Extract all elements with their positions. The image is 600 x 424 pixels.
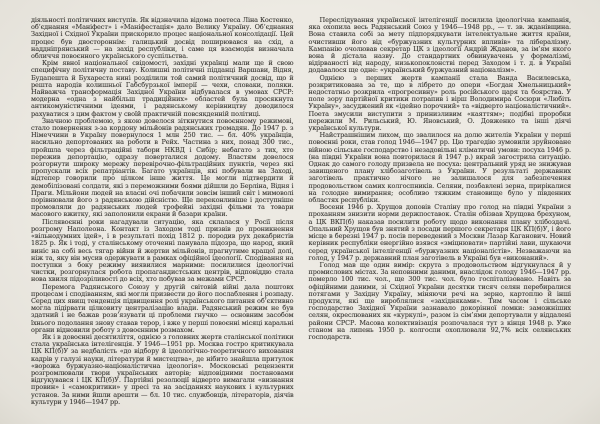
- paragraph: Післявоєнні роки нагадували ситуацію, яка склалася у Росії після розгрому Наполеона. Контакт із Заходом тоді призвів до проникнення «вільнодумних ідей», і в результаті похід 1812 р. породив рух декабристів 1825 р. Як і тоді, у сталінському оточенні панувала підозра, що народ, який виніс на собі весь тягар війни й жертви мільйонів, прагнутиме кращої долі, ніж та, яку він мусив одержувати в рамках офіційної ідеології. Сподівання на поступки з боку режиму виявилися марними: посилилися ідеологічні чистки, розгорнулася робота пропагандистських центрів, відповіддю стала нова хвиля підозріливості до всіх, хто побував за межами СРСР.: [31, 217, 294, 284]
- paragraph: Крім явної національної свідомості, західні українці мали ще й свою специфічну політичну поставу. Колишні політичні підданці Варшави, Відня, Будапешта й Бухареста нині розділили той самий політичний досвід, що й решта народів колишньої Габсбурзької імперії — чехи, словаки, поляки. Найважча трансформація Західної України відбувалася в умовах СРСР: модерна «одна з найбільш традиційних» областей була просякнута антикомуністичними ідеями, і радянському керівництву доводилося рахуватися з цим фактом у своїй практичній повсякденній політиці.: [31, 59, 294, 118]
- paragraph: Як і в довоєнні десятиліття, однією з головних жертв сталінської політики стала українська інтелігенція. У 1946—1951 рр. Москва гостро критикувала ЦК КП(б)У за недбалість «до відбору й ідеологічно-теоретичного виховання кадрів у галузі науки, літератури й мистецтва», де нібито знайшла притулок «ворожа буржуазно-націоналістична ідеологія». Московські рецензенти розгромлювали твори українських авторів; відповідними постановами відгукувався і ЦК КП(б)У. Партійні резолюції відверто вимагали «визнання провин» і «самокритики» у пресі та на засіданнях наукових і культурних установ. За ними йшли арешти — бл. 10 тис. службовців, літераторів, діячів культури у 1946—1947 рр.: [31, 332, 294, 406]
- two-column-text-block: [31, 17, 571, 409]
- paragraph: Значною проблемою, з якою довелося зіткнутися повоєнному режимові, стало повернення з-за кордону мільйонів радянських громадян. До 1947 р. з Німеччини в Україну повернулося 1 млн 250 тис. — бл. 40% українців, насильно депортованих на роботи в Рейх. Частина з них, понад 300 тис., пройшла через фільтраційні табори НКВД і Сибір; небагато з тих, хто пережив депортацію, одразу поверталися додому. Властям довелося розгорнути широку мережу перевірочно-фільтраційних пунктів, через які пропускали всіх репатріантів. Багато українців, які побували на Заході, відтепер говорили про цілком інше життя. Це могли підтвердити й демобілізовані солдати, які з переможними боями дійшли до Берліна, Відня і Праги. Мільйони людей на власні очі побачили зовсім інший світ і мимоволі порівнювали його з радянською дійсністю. Ще переконливіше і доступніше промовляли до радянських людей трофейні західні фільми та товари масового вжитку, які заполонили екрани й базари країни.: [31, 116, 294, 219]
- paragraph: Однією з перших жертв кампанії стала Ванда Василевська, розкритикована за те, що в лібрето до опери «Богдан Хмельницький» недостатньо розкрила «прогресивну» роль російського царя та боярства. У поле зору партійної критики потрапив і вірш Володимира Сосюри «Любіть Україну», засуджений як «ідейно порочний» та «відверто націоналістичний». Поета змусили виступити з принизливим «каяттям»; подібні проробки пережили М. Рильський, Ю. Яновський, О. Довженко та інші діячі української культури.: [308, 73, 571, 133]
- paragraph: Голод мав ще один вимір: скрута з продовольством відгукнулася й у промислових містах. За неповними даними, внаслідок голоду 1946—1947 рр. померло 100 тис. чол., ще 300 тис. чол. було госпіталізовано. Навіть за офіційними даними, зі Східної України десятки тисяч селян перебиралися потягами у Західну Україну, міняючи речі на зерно, картоплю й інші продукти, які ще вироблялися «західняками». Тим часом і сільське господарство Західної України зазнавало докорінної ломки: заможніших селян, окреслюваних як «куркулі», разом із сім’ями депортували у віддалені райони СРСР. Масова колективізація розпочалася тут з кінця 1948 р. Уже станом на липень 1950 р. колгоспи охоплювали 92,7% всіх селянських господарств.: [308, 260, 571, 341]
- paragraph: Переслідування української інтелігенції посилила ідеологічна кампанія, яка охопила весь Радянський Союз у 1946—1948 рр., — т. зв. жданівщина. Вона ставила собі за мету підпорядкувати інтелектуальне життя країни, очистивши його від «буржуазних культурних впливів» та лібералізму. Кампанію очолював секретар ЦК з ідеології Андрій Жданов, за ім’ям якого вона й дістала назву. До стандартних обвинувачень у формалізмі, відірваності від народу, низькопоклонстві перед Заходом і т. д. в Україні додавалося ще одне: «український буржуазний націоналізм».: [308, 17, 571, 75]
- paragraph: діяльності політичних виступів. Як відзначила відома поетеса Ліна Костенко, об’єднання «Маніфест» і «Маніфестація» дало Велику Україну. Об’єднання Західної і Східної України прискорило процес національної консолідації. Цей процес був двостороннім: галицький досвід поширювався на схід, а наддніпрянський — на захід республіки, і саме ця взаємодія визначала обличчя повоєнного українського суспільства.: [31, 17, 294, 61]
- paragraph: Найстрашнішим лихом, що звалилося на долю жителів України у перші повоєнні роки, став голод 1946—1947 рр. Цю трагедію зумовили зруйноване війною сільське господарство і незадовільні кліматичні умови: посуха 1946 р. (на півдні України вона повторилася й 1947 р.) вкрай загострила ситуацію. Однак до самого голоду призвела не посуха: центральний уряд не знижував завищеного плану хлібозаготівель з України. У результаті державних заготівель практично нічого не залишалося для забезпечення продовольством самих колгоспників. Селяни, позбавлені зерна, прирікалися на голодне вимирання; особливо тяжким становище було у південних областях республіки.: [308, 131, 571, 205]
- paragraph: Перемога Радянського Союзу у другій світовій війні дала поштовх процесам і сподіванням, які могли призвести до його послаблення і розпаду. Серед цих явищ тенденція підвищення ролі українського питання об’єктивно могла підірвати цілковиту централізацію влади. Радянський режим не був здатний і не бажав розв’язувати ці проблеми гнучко — основним засобом їхнього подолання знову ставав терор, і вже у перші повоєнні місяці каральні органи відновили роботу з довоєнним розмахом.: [31, 282, 294, 334]
- paragraph: Восени 1946 р. Хрущов доповів Сталіну про голод на півдні України з проханням знизити норми держпоставок. Сталін обізвав Хрущова брехуном, а ЦК ВКП(б) наказав посилити роботу щодо виконання плану хлібоздачі. Опальний Хрущов був знятий з посади першого секретаря ЦК КП(б)У, і його місце в березні 1947 р. посів переведений з Москви Лазар Каганович. Новий керівник республіки енергійно взявся «зміцнювати» партійні лави, шукаючи серед української інтелігенції «буржуазних націоналістів». Незважаючи на голод, у 1947 р. державний план заготівель в Україні був «виконаний».: [308, 203, 571, 262]
